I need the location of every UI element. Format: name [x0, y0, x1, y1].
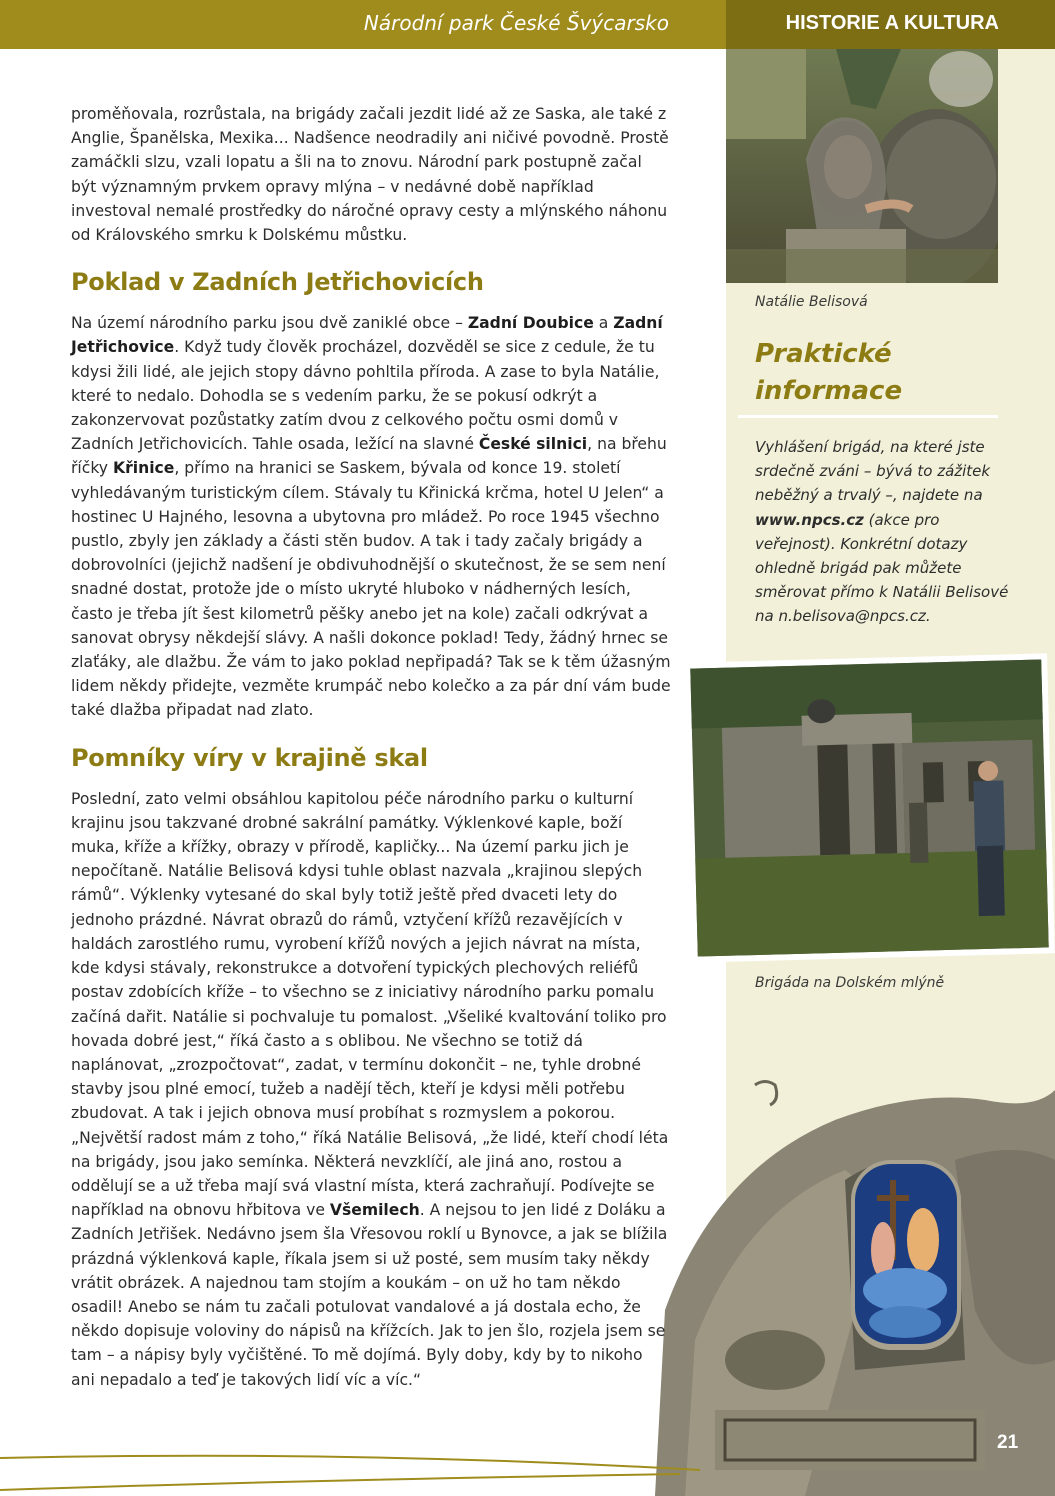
header-bar	[0, 0, 726, 49]
page-number: 21	[997, 1432, 1019, 1453]
photo-brigade	[684, 654, 1055, 962]
heading-poklad: Poklad v Zadních Jetřichovicích	[71, 268, 484, 297]
intro-paragraph: proměňovala, rozrůstala, na brigády začali jezdit lidé až ze Saska, ale také z Anglie, Španělska, Mexika... Nadšence neodradily ani ničivé povodně. Prostě zamáčkli slzu, vzali lopatu a šli na to znovu. Národní park postupně začal být významným prvkem opravy mlýna – v nedávné době například investoval nemalé prostředky do náročné opravy cesty a mlýnského náhonu od Královského smrku k Dolskému můstku.	[71, 105, 669, 245]
website-link[interactable]: www.npcs.cz	[755, 510, 864, 529]
info-box-text: Vyhlášení brigád, na které jste srdečně zváni – bývá to zážitek neběžný a trvalý –, najdete na www.npcs.cz (akce pro veřejnost). Konkrétní dotazy ohledně brigád pak můžete směrovat přímo k Natálii Belisové na n.belisova@npcs.cz.	[755, 438, 1009, 626]
section-title: HISTORIE A KULTURA	[785, 12, 999, 34]
paragraph-poklad: Na území národního parku jsou dvě zaniklé obce – Zadní Doubice a Zadní Jetřichovice. Když tudy člověk procházel, dozvěděl se sice z cedule, že tu kdysi žili lidé, ale jejich stopy dávno pohltila příroda. A zase to byla Natálie, které to nedalo. Dohodla se s vedením parku, že se pokusí odkrýt a zakonzervovat pozůstatky zatím dvou z celkového počtu osmi domů v Zadních Jetřichovicích. Tahle osada, ležící na slavné České silnici, na břehu říčky Křinice, přímo na hranici se Saskem, bývala od konce 19. století vyhledávaným turistickým cílem. Stávaly tu Křinická krčma, hotel U Jelen“ a hostinec U Hajného, lesovna a ubytovna pro mládež. Po roce 1945 všechno pustlo, zbyly jen základy a části stěn budov. A tak i tady začaly brigády a dobrovolníci (jejichž nadšení je obdivuhodnější o skutečnost, že se sem není snadné dostat, protože jde o místo ukryté hluboko v nádherných lesích, často je třeba jít šest kilometrů pěšky anebo jet na kole) začali odkrývat a sanovat obrysy někdejší slávy. A našli dokonce poklad! Tedy, žádný hrnec se zlaťáky, ale dlažbu. Že vám to jako poklad nepřipadá? Tak se k těm úžasným lidem někdy přidejte, vezměte krumpáč nebo kolečko a za pár dní vám bude také dlažba připadat nad zlato.	[71, 314, 671, 720]
photo-natalie	[726, 49, 998, 283]
caption-natalie: Natálie Belisová	[755, 294, 868, 310]
section-bar	[726, 0, 1055, 49]
paragraph-pomniky: Poslední, zato velmi obsáhlou kapitolou péče národního parku o kulturní krajinu jsou takzvané drobné sakrální památky. Výklenkové kaple, boží muka, kříže a křížky, obrazy v přírodě, kapličky... Na území parku jich je nepočítaně. Natálie Belisová kdysi tuhle oblast nazvala „krajinou slepých rámů“. Výklenky vytesané do skal byly totiž ještě před dvaceti lety do jednoho prázdné. Návrat obrazů do rámů, vztyčení křížů rezavějících v haldách zarostlého rumu, vyrobení křížů nových a jejich návrat na místa, kde kdysi stávaly, rekonstrukce a dotvoření typických plechových reliéfů postav zdobících kříže – to všechno se z iniciativy národního parku pomalu začíná dařit. Natálie si pochvaluje tu pomalost. „Všeliké kvaltování toliko pro hovada dobré jest,“ říká často a s oblibou. Ne všechno se totiž dá naplánovat, „zrozpočtovat“, zadat, v termínu dokončit – ne, tyhle drobné stavby jsou plné emocí, tužeb a nadějí těch, kteří je kdysi měli potřebu zbudovat. A tak i jejich obnova musí probíhat s rozmyslem a pokorou. „Největší radost mám z toho,“ říká Natálie Belisová, „že lidé, kteří chodí léta na brigády, jsou jako semínka. Některá nevzklíčí, ale jiná ano, rostou a oddělují se a už třeba mají svá vlastní místa, která zachraňují. Podívejte se například na obnovu hřbitova ve Všemilech. A nejsou to jen lidé z Doláku a Zadních Jetřišek. Nedávno jsem šla Vřesovou roklí u Bynovce, a jak se blížila prázdná výklenková kaple, říkala jsem si už posté, sem musím taky někdy vrátit obrázek. A najednou tam stojím a koukám – on už ho tam někdo osadil! Anebo se nám tu začali potulovat vandalové a já dostala echo, že někdo dopisuje voloviny do nápisů na křížcích. Jak to jen šlo, rozjela jsem se tam – a nápisy byly vyčištěné. To mě dojímá. Byly doby, kdy by to nikoho ani nepadalo a teď je takových lidí víc a víc.“	[71, 789, 669, 1389]
photo-rock-chapel	[655, 1060, 1055, 1496]
info-box-title: Praktické informace	[755, 339, 903, 406]
caption-brigade: Brigáda na Dolském mlýně	[755, 975, 945, 991]
article-body	[71, 102, 671, 1392]
heading-pomniky: Pomníky víry v krajině skal	[71, 743, 428, 772]
footer-curve	[0, 1420, 700, 1496]
park-name: Národní park České Švýcarsko	[363, 11, 669, 35]
info-divider	[738, 415, 998, 418]
